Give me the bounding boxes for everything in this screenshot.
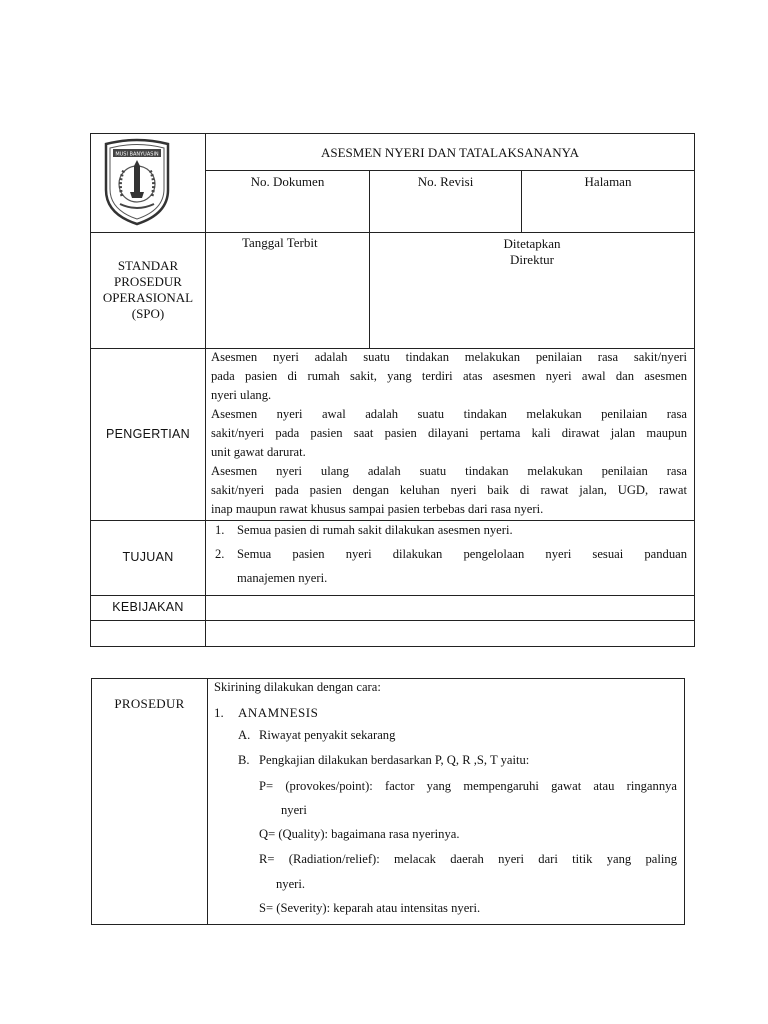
ditetapkan-label: Ditetapkan xyxy=(503,236,561,251)
tujuan-item-number: 2. xyxy=(215,547,225,561)
spo-label-line: PROSEDUR xyxy=(114,274,182,289)
prosedur-q-line: Q= (Quality): bagaimana rasa nyerinya. xyxy=(259,827,460,841)
prosedur-sub-number: B. xyxy=(238,753,250,767)
pengertian-line: sakit/nyeri pada pasien saat pasien dilayani pertama kali dirawat jalan maupun xyxy=(211,426,687,440)
pengertian-text xyxy=(211,348,687,519)
halaman-label: Halaman xyxy=(584,174,632,189)
prosedur-p-line: P= (provokes/point): factor yang mempengaruhi gawat atau ringannya xyxy=(259,779,677,793)
no-dokumen-label: No. Dokumen xyxy=(250,174,325,189)
prosedur-intro: Skirining dilakukan dengan cara: xyxy=(214,680,381,694)
document-title: ASESMEN NYERI DAN TATALAKSANANYA xyxy=(320,145,580,160)
logo-text: MUSI BANYUASIN xyxy=(115,151,159,158)
tujuan-item-number: 1. xyxy=(215,523,225,537)
prosedur-r-line: R= (Radiation/relief): melacak daerah nyeri dari titik yang paling xyxy=(259,852,677,866)
spo-label-line: STANDAR xyxy=(117,258,179,273)
pengertian-line: pada pasien di rumah sakit, yang terdiri atas asesmen nyeri awal dan asesmen xyxy=(211,369,687,383)
prosedur-r-line: nyeri. xyxy=(276,877,306,891)
tujuan-item-1: Semua pasien di rumah sakit dilakukan asesmen nyeri. xyxy=(237,523,513,537)
pengertian-line: Asesmen nyeri adalah suatu tindakan melakukan penilaian rasa sakit/nyeri xyxy=(211,350,687,364)
no-revisi-label: No. Revisi xyxy=(417,174,474,189)
tujuan-label: TUJUAN xyxy=(122,550,174,564)
kebijakan-label: KEBIJAKAN xyxy=(112,600,184,614)
direktur-label: Direktur xyxy=(509,252,555,267)
pengertian-line: Asesmen nyeri ulang adalah suatu tindakan melakukan penilaian rasa xyxy=(211,464,687,478)
pengertian-line: Asesmen nyeri awal adalah suatu tindakan melakukan penilaian rasa xyxy=(211,407,687,421)
prosedur-sub-number: A. xyxy=(238,728,251,742)
spo-label-line: (SPO) xyxy=(131,306,165,321)
hospital-logo xyxy=(100,138,174,226)
tujuan-item-2-line: manajemen nyeri. xyxy=(237,571,328,585)
tujuan-item-2-line: Semua pasien nyeri dilakukan pengelolaan nyeri sesuai panduan xyxy=(237,547,687,561)
pengertian-line: nyeri ulang. xyxy=(211,388,272,402)
prosedur-sub-a: Riwayat penyakit sekarang xyxy=(259,728,396,742)
pengertian-line: inap maupun rawat khusus sampai pasien terbebas dari rasa nyeri. xyxy=(211,502,544,516)
prosedur-step-anamnesis: ANAMNESIS xyxy=(238,705,319,720)
spo-label-line: OPERASIONAL xyxy=(102,290,194,305)
prosedur-s-line: S= (Severity): keparah atau intensitas nyeri. xyxy=(259,901,481,915)
prosedur-label: PROSEDUR xyxy=(114,696,185,711)
prosedur-sub-b: Pengkajian dilakukan berdasarkan P, Q, R ,S, T yaitu: xyxy=(259,753,530,767)
tanggal-terbit-label: Tanggal Terbit xyxy=(242,235,318,250)
pengertian-label: PENGERTIAN xyxy=(105,427,191,441)
prosedur-p-line: nyeri xyxy=(281,803,307,817)
pengertian-line: sakit/nyeri pada pasien dengan keluhan nyeri baik di rawat jalan, UGD, rawat xyxy=(211,483,687,497)
pengertian-line: unit gawat darurat. xyxy=(211,445,306,459)
prosedur-step-number: 1. xyxy=(214,705,224,720)
